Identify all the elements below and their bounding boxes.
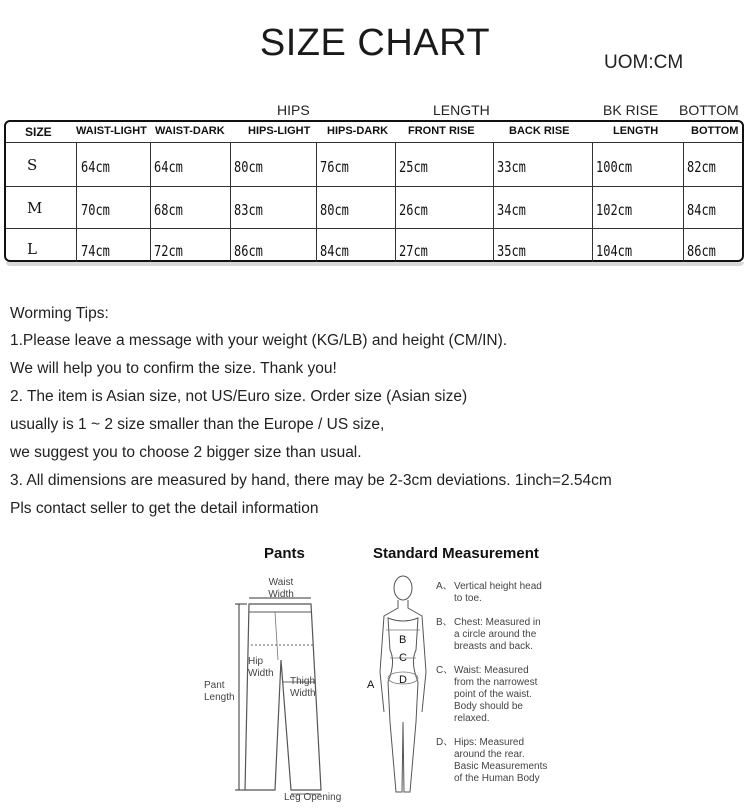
table-cell: 33cm bbox=[497, 158, 526, 176]
table-rule bbox=[6, 228, 742, 229]
fly-line bbox=[275, 612, 278, 660]
tips-heading: Worming Tips: bbox=[10, 305, 109, 322]
measurement-a: A、 Vertical height head to toe. bbox=[436, 581, 542, 604]
tips-line: we suggest you to choose 2 bigger size than usual. bbox=[10, 444, 362, 461]
group-header-hips: HIPS bbox=[277, 102, 310, 118]
table-column-rule bbox=[150, 142, 151, 262]
table-cell: 35cm bbox=[497, 242, 526, 260]
body-letter-d: D bbox=[399, 674, 407, 686]
table-cell: 68cm bbox=[154, 201, 183, 219]
table-cell: 74cm bbox=[81, 242, 110, 260]
table-cell: 82cm bbox=[687, 158, 716, 176]
body-letter-b: B bbox=[399, 634, 407, 646]
table-column-rule bbox=[592, 142, 593, 262]
thigh-width-label: Thigh Width bbox=[290, 676, 316, 699]
leg-opening-label: Leg Opening bbox=[284, 792, 342, 803]
column-header-waist-dark: WAIST-DARK bbox=[155, 125, 225, 137]
table-column-rule bbox=[316, 142, 317, 262]
measurement-b: B、 Chest: Measured in a circle around the breasts and back. bbox=[436, 617, 541, 652]
table-cell: 64cm bbox=[81, 158, 110, 176]
column-header-waist-light: WAIST-LIGHT bbox=[76, 125, 147, 137]
group-header-length: LENGTH bbox=[433, 102, 490, 118]
table-cell: 100cm bbox=[596, 158, 633, 176]
table-cell: 86cm bbox=[687, 242, 716, 260]
pant-length-label: Pant Length bbox=[204, 680, 235, 703]
table-cell: 84cm bbox=[320, 242, 349, 260]
table-rule bbox=[6, 142, 742, 143]
pants-diagram bbox=[225, 590, 345, 795]
table-cell: 84cm bbox=[687, 201, 716, 219]
table-shadow bbox=[6, 262, 744, 266]
table-cell-size: M bbox=[27, 199, 43, 217]
column-header-front-rise: FRONT RISE bbox=[408, 125, 475, 137]
table-cell: 26cm bbox=[399, 201, 428, 219]
table-cell: 25cm bbox=[399, 158, 428, 176]
waist-width-label: Waist Width bbox=[268, 577, 294, 600]
table-rule bbox=[6, 186, 742, 187]
hip-width-label: Hip Width bbox=[248, 656, 274, 679]
pants-title: Pants bbox=[264, 545, 305, 562]
body-letter-a: A bbox=[367, 679, 375, 691]
column-header-back-rise: BACK RISE bbox=[509, 125, 570, 137]
column-header-hips-dark: HIPS-DARK bbox=[327, 125, 389, 137]
table-column-rule bbox=[76, 142, 77, 262]
column-header-size: SIZE bbox=[25, 125, 52, 139]
tips-line: 2. The item is Asian size, not US/Euro size. Order size (Asian size) bbox=[10, 388, 468, 405]
table-cell-size: L bbox=[27, 240, 37, 258]
unit-of-measure: UOM:CM bbox=[604, 52, 684, 73]
table-cell: 102cm bbox=[596, 201, 633, 219]
column-header-hips-light: HIPS-LIGHT bbox=[248, 125, 311, 137]
group-header-bottom: BOTTOM bbox=[679, 102, 739, 118]
tips-line: Pls contact seller to get the detail information bbox=[10, 500, 319, 517]
table-column-rule bbox=[395, 142, 396, 262]
table-cell: 72cm bbox=[154, 242, 183, 260]
tips-line: 3. All dimensions are measured by hand, there may be 2-3cm deviations. 1inch=2.54cm bbox=[10, 472, 612, 489]
tips-line: 1.Please leave a message with your weight (KG/LB) and height (CM/IN). bbox=[10, 332, 508, 349]
table-column-rule bbox=[230, 142, 231, 262]
table-column-rule bbox=[683, 142, 684, 262]
table-cell: 76cm bbox=[320, 158, 349, 176]
table-cell: 104cm bbox=[596, 242, 633, 260]
body-figure bbox=[370, 572, 440, 804]
table-cell-size: S bbox=[27, 156, 38, 174]
table-cell: 86cm bbox=[234, 242, 263, 260]
table-cell: 34cm bbox=[497, 201, 526, 219]
standard-measurement-title: Standard Measurement bbox=[373, 545, 539, 562]
table-cell: 70cm bbox=[81, 201, 110, 219]
measurement-c: C、 Waist: Measured from the narrowest point of the waist. Body should be relaxed. bbox=[436, 665, 538, 724]
group-header-bk-rise: BK RISE bbox=[603, 102, 659, 118]
table-cell: 80cm bbox=[320, 201, 349, 219]
head-outline bbox=[394, 576, 412, 600]
tips-line: We will help you to confirm the size. Thank you! bbox=[10, 360, 337, 377]
tips-line: usually is 1 ~ 2 size smaller than the Europe / US size, bbox=[10, 416, 385, 433]
column-header-bottom: BOTTOM bbox=[691, 125, 739, 137]
table-cell: 27cm bbox=[399, 242, 428, 260]
column-header-length: LENGTH bbox=[613, 125, 659, 137]
body-letter-c: C bbox=[399, 652, 407, 664]
table-cell: 64cm bbox=[154, 158, 183, 176]
page-title: SIZE CHART bbox=[259, 22, 491, 64]
table-column-rule bbox=[493, 142, 494, 262]
table-cell: 80cm bbox=[234, 158, 263, 176]
measurement-d: D、 Hips: Measured around the rear. Basic Measurements of the Human Body bbox=[436, 737, 548, 784]
table-cell: 83cm bbox=[234, 201, 263, 219]
